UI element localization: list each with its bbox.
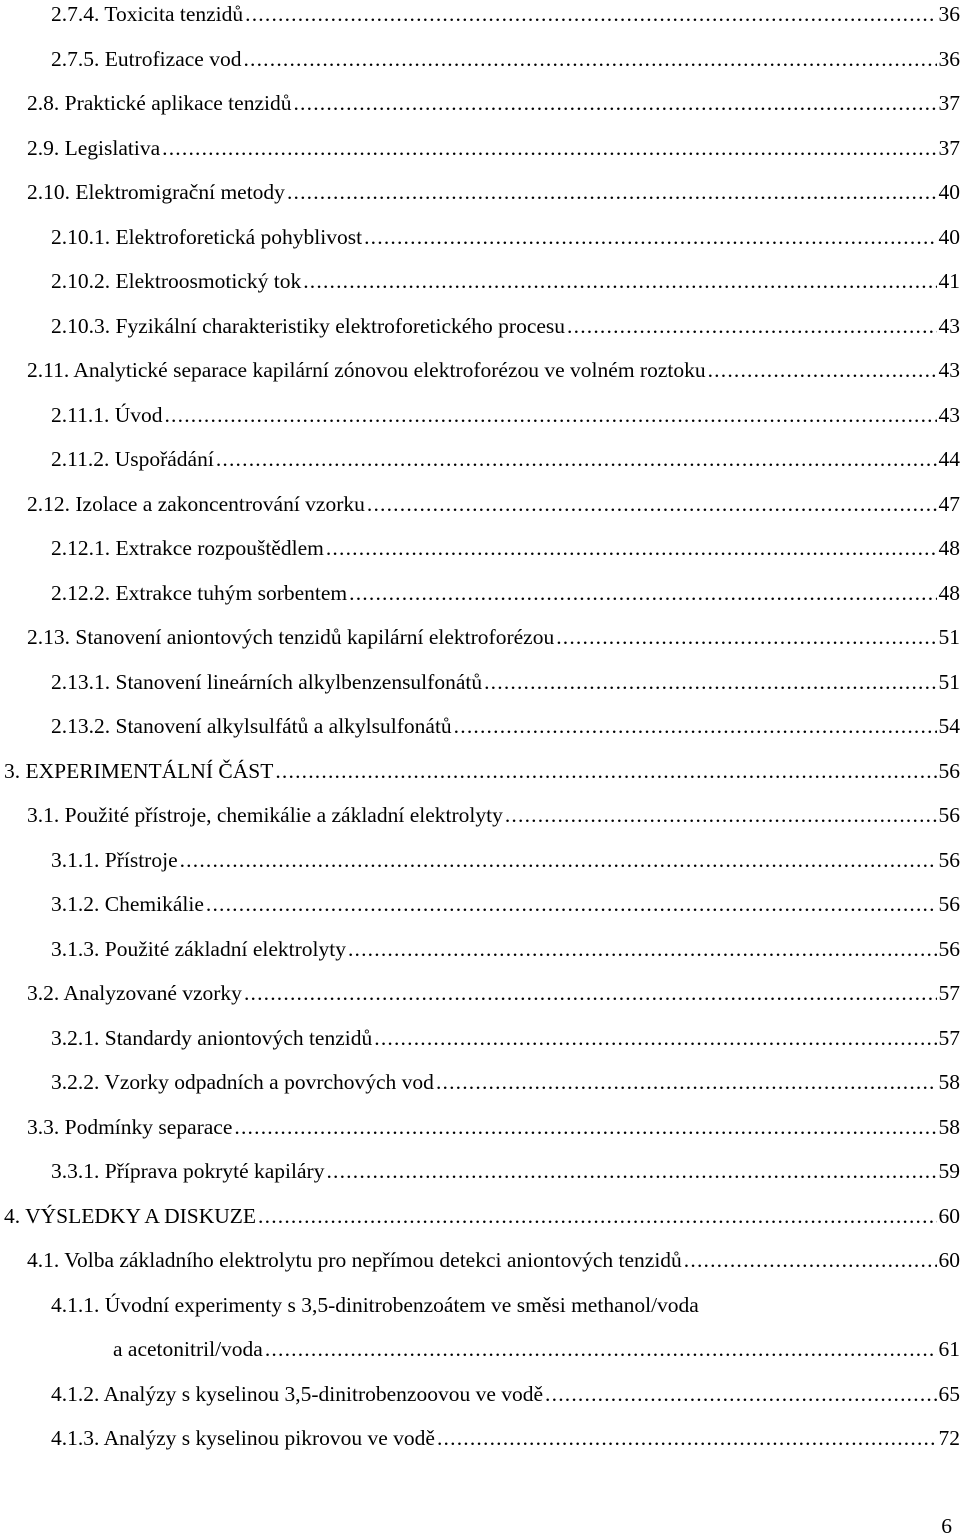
dot-leader	[454, 712, 937, 740]
dot-leader	[556, 623, 936, 651]
toc-entry-title: 2.8. Praktické aplikace tenzidů	[27, 89, 291, 117]
toc-entry-title: 2.11.1. Úvod	[51, 401, 162, 429]
dot-leader	[326, 1157, 936, 1185]
toc-entry[interactable]	[27, 623, 960, 651]
toc-entry[interactable]	[27, 178, 960, 206]
toc-entry[interactable]	[51, 445, 960, 473]
toc-entry-page: 40	[939, 223, 960, 251]
toc-entry[interactable]	[51, 312, 960, 340]
toc-entry-title: 4. VÝSLEDKY A DISKUZE	[4, 1202, 256, 1230]
toc-entry-page: 40	[939, 178, 960, 206]
toc-entry-page: 43	[939, 401, 960, 429]
toc-entry-title: 3.3. Podmínky separace	[27, 1113, 232, 1141]
toc-entry-page: 43	[939, 312, 960, 340]
toc-entry[interactable]	[51, 267, 960, 295]
dot-leader	[206, 890, 937, 918]
toc-entry[interactable]	[51, 1424, 960, 1452]
toc-entry-title: 2.11.2. Uspořádání	[51, 445, 214, 473]
dot-leader	[287, 178, 937, 206]
toc-entry[interactable]	[51, 712, 960, 740]
dot-leader	[505, 801, 937, 829]
toc-entry[interactable]	[27, 1246, 960, 1274]
toc-entry-title: 2.12.2. Extrakce tuhým sorbentem	[51, 579, 347, 607]
toc-entry-page: 37	[939, 134, 960, 162]
toc-entry-page: 41	[939, 267, 960, 295]
toc-entry[interactable]	[51, 0, 960, 28]
dot-leader	[545, 1380, 936, 1408]
toc-entry[interactable]	[51, 1380, 960, 1408]
dot-leader	[437, 1424, 937, 1452]
dot-leader	[243, 45, 936, 73]
dot-leader	[708, 356, 937, 384]
toc-entry[interactable]	[51, 1157, 960, 1185]
toc-entry-page: 56	[939, 935, 960, 963]
dot-leader	[275, 757, 936, 785]
toc-entry-title: 2.10.3. Fyzikální charakteristiky elektroforetického procesu	[51, 312, 565, 340]
toc-entry-page: 51	[939, 668, 960, 696]
toc-entry-title: 3.2.1. Standardy aniontových tenzidů	[51, 1024, 372, 1052]
toc-entry-title: 3.1.1. Přístroje	[51, 846, 178, 874]
toc-entry-title: 3. EXPERIMENTÁLNÍ ČÁST	[4, 757, 273, 785]
toc-entry-title: 3.2.2. Vzorky odpadních a povrchových vod	[51, 1068, 434, 1096]
dot-leader	[162, 134, 936, 162]
toc-entry-title: 2.10.2. Elektroosmotický tok	[51, 267, 301, 295]
toc-entry-page: 56	[939, 757, 960, 785]
toc-entry[interactable]	[51, 668, 960, 696]
toc-entry-page: 60	[939, 1246, 960, 1274]
dot-leader	[258, 1202, 936, 1230]
toc-entry[interactable]	[51, 223, 960, 251]
toc-entry-title: 4.1.1. Úvodní experimenty s 3,5-dinitrobenzoátem ve směsi methanol/voda	[51, 1291, 699, 1319]
toc-entry-page: 72	[939, 1424, 960, 1452]
dot-leader	[303, 267, 936, 295]
toc-entry[interactable]	[51, 1068, 960, 1096]
toc-entry-page: 56	[939, 890, 960, 918]
dot-leader	[265, 1335, 937, 1363]
toc-entry-page: 61	[939, 1335, 960, 1363]
toc-entry[interactable]	[27, 1113, 960, 1141]
toc-entry-page: 43	[939, 356, 960, 384]
dot-leader	[684, 1246, 937, 1274]
toc-entry[interactable]	[27, 490, 960, 518]
toc-entry[interactable]	[27, 89, 960, 117]
toc-entry-title: 2.13.2. Stanovení alkylsulfátů a alkylsulfonátů	[51, 712, 452, 740]
toc-entry-title: 3.1.3. Použité základní elektrolyty	[51, 935, 346, 963]
dot-leader	[364, 223, 936, 251]
dot-leader	[216, 445, 937, 473]
toc-entry-page: 36	[939, 45, 960, 73]
toc-entry[interactable]	[51, 1024, 960, 1052]
toc-entry-page: 65	[939, 1380, 960, 1408]
toc-entry-title: 2.13.1. Stanovení lineárních alkylbenzensulfonátů	[51, 668, 482, 696]
dot-leader	[245, 0, 936, 28]
toc-entry[interactable]	[113, 1335, 960, 1363]
toc-entry-page: 56	[939, 846, 960, 874]
toc-entry-title: 4.1. Volba základního elektrolytu pro nepřímou detekci aniontových tenzidů	[27, 1246, 682, 1274]
page-number: 6	[941, 1512, 952, 1540]
toc-entry[interactable]	[27, 801, 960, 829]
dot-leader	[234, 1113, 936, 1141]
toc-entry-title: 2.10.1. Elektroforetická pohyblivost	[51, 223, 362, 251]
toc-entry-page: 59	[939, 1157, 960, 1185]
toc-entry-page: 54	[939, 712, 960, 740]
toc-entry-title: 3.1. Použité přístroje, chemikálie a základní elektrolyty	[27, 801, 503, 829]
toc-entry-page: 44	[939, 445, 960, 473]
toc-entry[interactable]	[27, 134, 960, 162]
toc-entry-title: 2.12. Izolace a zakoncentrování vzorku	[27, 490, 365, 518]
toc-entry-page: 60	[939, 1202, 960, 1230]
dot-leader	[484, 668, 936, 696]
toc-entry-title: 4.1.3. Analýzy s kyselinou pikrovou ve vodě	[51, 1424, 435, 1452]
toc-entry-page: 37	[939, 89, 960, 117]
toc-entry-title: 2.10. Elektromigrační metody	[27, 178, 285, 206]
toc-entry-page: 57	[939, 1024, 960, 1052]
toc-entry-title: 2.7.5. Eutrofizace vod	[51, 45, 241, 73]
toc-entry-page: 47	[939, 490, 960, 518]
toc-entry[interactable]	[51, 401, 960, 429]
toc-entry-page: 48	[939, 534, 960, 562]
dot-leader	[567, 312, 936, 340]
toc-entry-page: 58	[939, 1068, 960, 1096]
toc-entry[interactable]	[51, 890, 960, 918]
toc-entry[interactable]	[27, 356, 960, 384]
toc-entry[interactable]	[27, 979, 960, 1007]
toc-entry[interactable]	[4, 1202, 960, 1230]
toc-entry[interactable]	[51, 846, 960, 874]
toc-entry[interactable]	[4, 757, 960, 785]
toc-entry-title: 2.7.4. Toxicita tenzidů	[51, 0, 243, 28]
toc-entry-page: 57	[939, 979, 960, 1007]
toc-entry-title: 3.1.2. Chemikálie	[51, 890, 204, 918]
toc-entry-title: 4.1.2. Analýzy s kyselinou 3,5-dinitrobenzoovou ve vodě	[51, 1380, 543, 1408]
toc-entry-title: 2.12.1. Extrakce rozpouštědlem	[51, 534, 324, 562]
dot-leader	[293, 89, 936, 117]
toc-entry-page: 48	[939, 579, 960, 607]
dot-leader	[436, 1068, 937, 1096]
toc-entry-page: 56	[939, 801, 960, 829]
toc-entry-title: 2.13. Stanovení aniontových tenzidů kapilární elektroforézou	[27, 623, 554, 651]
dot-leader	[164, 401, 936, 429]
dot-leader	[349, 579, 936, 607]
toc-entry-page: 58	[939, 1113, 960, 1141]
toc-entry-continuation: a acetonitril/voda	[113, 1335, 263, 1363]
toc-entry[interactable]	[51, 534, 960, 562]
toc-entry[interactable]	[51, 935, 960, 963]
dot-leader	[374, 1024, 936, 1052]
toc-entry[interactable]	[51, 579, 960, 607]
dot-leader	[367, 490, 937, 518]
toc-entry-title: 3.3.1. Příprava pokryté kapiláry	[51, 1157, 324, 1185]
dot-leader	[348, 935, 937, 963]
toc-entry-title: 3.2. Analyzované vzorky	[27, 979, 242, 1007]
dot-leader	[244, 979, 937, 1007]
toc-entry[interactable]	[51, 45, 960, 73]
toc-entry-page: 36	[939, 0, 960, 28]
toc-entry-title: 2.9. Legislativa	[27, 134, 160, 162]
dot-leader	[180, 846, 937, 874]
toc-entry-title: 2.11. Analytické separace kapilární zónovou elektroforézou ve volném roztoku	[27, 356, 706, 384]
toc-entry-page: 51	[939, 623, 960, 651]
dot-leader	[326, 534, 937, 562]
